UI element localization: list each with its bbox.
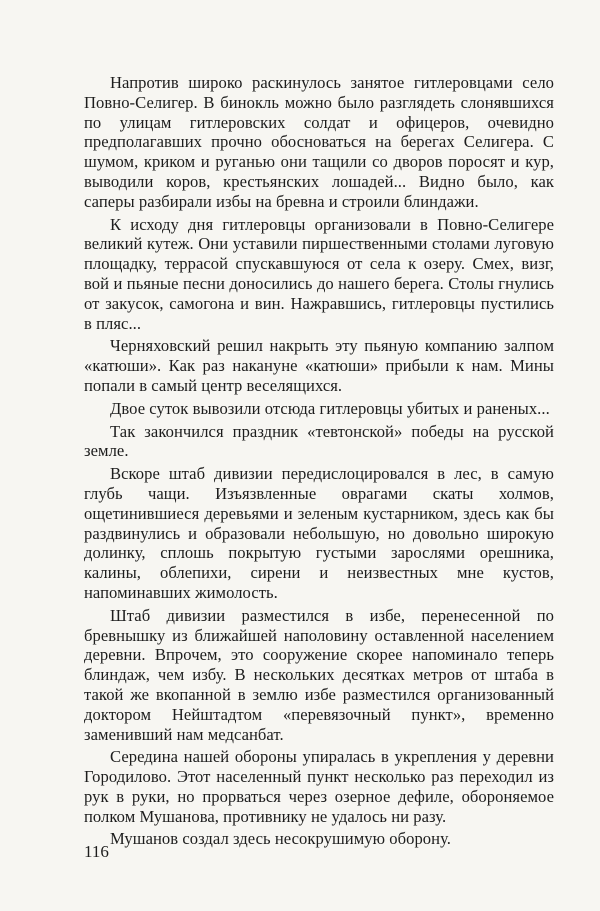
paragraph-8: Середина нашей обороны упиралась в укрепления у деревни Городилово. Этот населенный пункт несколько раз переходил из рук в руки, но прорваться через озерное дефиле, обороняемое полком Мушанова, противнику не удалось ни разу. — [84, 747, 554, 826]
body-text — [84, 73, 554, 849]
page-number: 116 — [84, 842, 109, 861]
paragraph-4: Двое суток вывозили отсюда гитлеровцы убитых и раненых... — [110, 398, 550, 418]
paragraph-7: Штаб дивизии разместился в избе, перенесенной по бревнышку из ближайшей наполовину оставленной населением деревни. Впрочем, это сооружение скорее напоминало теперь блиндаж, чем избу. В нескольких десятках метров от штаба в такой же вкопанной в землю избе разместился организованный доктором Нейштадтом «перевязочный пункт», временно заменивший нам медсанбат. — [84, 605, 554, 744]
paragraph-9: Мушанов создал здесь несокрушимую оборону. — [110, 829, 451, 849]
paragraph-1: Напротив широко раскинулось занятое гитлеровцами село Повно-Селигер. В бинокль можно было разглядеть слонявшихся по улицам гитлеровских солдат и офицеров, очевидно предполагавших прочно обосноваться на берегах Селигера. С шумом, криком и руганью они тащили со дворов поросят и кур, выводили коров, крестьянских лошадей... Видно было, как саперы разбирали избы на бревна и строили блиндажи. — [84, 73, 554, 211]
paragraph-5: Так закончился праздник «тевтонской» победы на русской земле. — [84, 421, 554, 461]
paragraph-3: Черняховский решил накрыть эту пьяную компанию залпом «катюши». Как раз накануне «катюши» прибыли к нам. Мины попали в самый центр веселящихся. — [84, 336, 554, 395]
paragraph-6: Вскоре штаб дивизии передислоцировался в лес, в самую глубь чащи. Изъязвленные оврагами скаты холмов, ощетинившиеся деревьями и зеленым кустарником, здесь как бы раздвинулись и образовали небольшую, но довольно широкую долинку, сплошь покрытую густыми зарослями орешника, калины, облепихи, сирени и неизвестных мне кустов, напоминавших жимолость. — [84, 464, 554, 602]
paragraph-2: К исходу дня гитлеровцы организовали в Повно-Селигере великий кутеж. Они уставили пиршественными столами луговую площадку, террасой спускавшуюся от села к озеру. Смех, визг, вой и пьяные песни доносились до нашего берега. Столы гнулись от закусок, самогона и вин. Нажравшись, гитлеровцы пустились в пляс... — [84, 214, 554, 333]
